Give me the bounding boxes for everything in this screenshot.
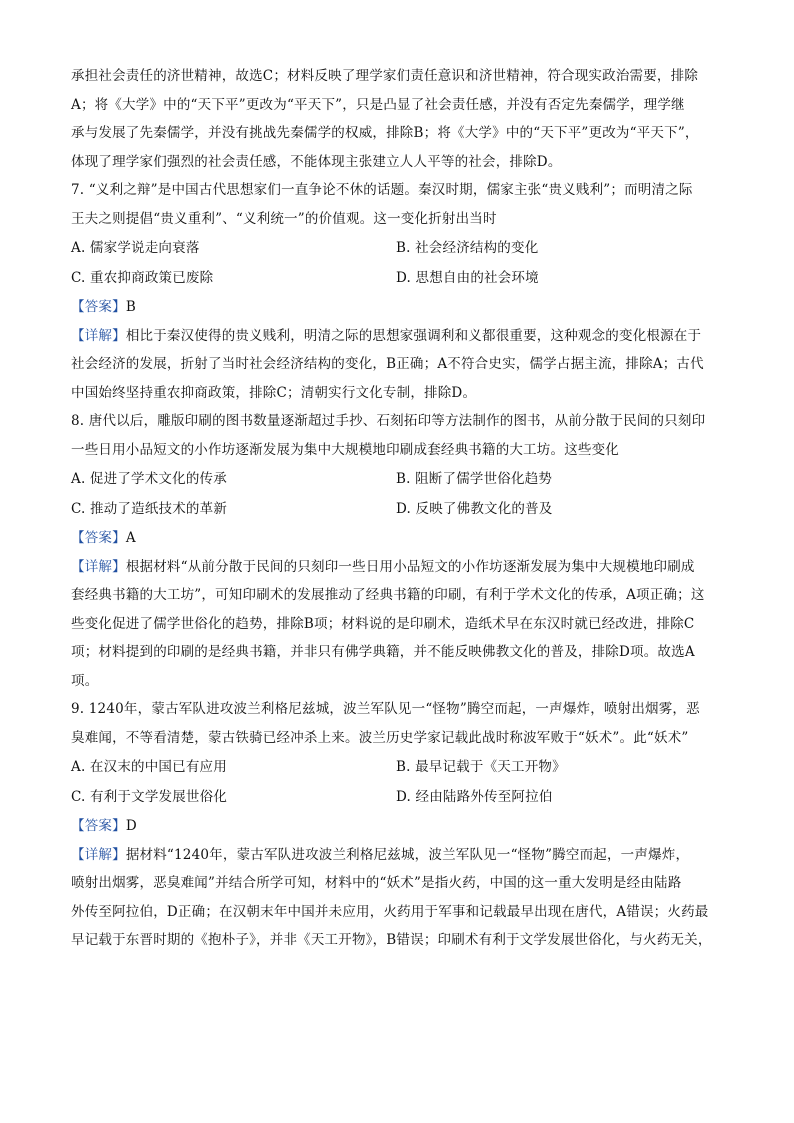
detail-line: 喷射出烟雾，恶臭难闻”并结合所学可知，材料中的“妖术”是指火药，中国的这一重大发明是经由陆路 xyxy=(71,875,682,891)
detail-line: 项。 xyxy=(71,672,99,689)
detail-line xyxy=(71,841,723,870)
answer-value: A xyxy=(125,530,136,546)
detail-line: 套经典书籍的大工坊”，可知印刷术的发展推动了经典书籍的印刷，有利于学术文化的传承，A项正确；这 xyxy=(71,587,705,603)
option-a: A. 促进了学术文化的传承 xyxy=(71,471,227,487)
answer-tag: 【答案】 xyxy=(71,818,126,834)
answer-tag: 【答案】 xyxy=(71,299,126,315)
options-list xyxy=(71,752,723,812)
option-b: B. 社会经济结构的变化 xyxy=(396,240,539,256)
option-b: B. 最早记载于《天工开物》 xyxy=(396,759,566,775)
detail-line: 中国始终坚持重农抑商政策，排除C；清朝实行文化专制，排除D。 xyxy=(71,384,477,401)
text-line: A；将《大学》中的“天下平”更改为“平天下”，只是凸显了社会责任感，并没有否定先秦儒学，理学继 xyxy=(71,96,685,113)
option-c: C. 重农抑商政策已废除 xyxy=(71,270,214,286)
detail-line xyxy=(71,553,723,582)
page-content xyxy=(71,62,723,955)
answer-value: D xyxy=(125,818,137,834)
question-9 xyxy=(71,695,723,955)
text-line: 承担社会责任的济世精神，故选C；材料反映了理学家们责任意识和济世精神，符合现实政治需要，排除 xyxy=(71,68,699,84)
detail-tag: 【详解】 xyxy=(71,327,126,344)
answer-value: B xyxy=(125,299,136,315)
option-d: D. 反映了佛教文化的普及 xyxy=(396,501,553,517)
question-stem-line: 臭难闻，不等看清楚，蒙古铁骑已经冲杀上来。波兰历史学家记载此战时称波军败于“妖术”。此“妖术” xyxy=(71,729,689,746)
option-c: C. 推动了造纸技术的革新 xyxy=(71,501,228,517)
detail-line: 社会经济的发展，折射了当时社会经济结构的变化，B正确；A不符合史实，儒学占据主流，排除A；古代 xyxy=(71,356,704,372)
question-8 xyxy=(71,407,723,695)
options-list xyxy=(71,464,723,524)
question-stem-line: 7. “义利之辩”是中国古代思想家们一直争论不休的话题。秦汉时期，儒家主张“贵义贱利”；而明清之际 xyxy=(71,182,693,198)
detail-line: 外传至阿拉伯，D正确；在汉朝末年中国并未应用，火药用于军事和记载最早出现在唐代，A错误；火药最 xyxy=(71,903,709,920)
option-b: B. 阻断了儒学世俗化趋势 xyxy=(396,471,553,487)
option-d: D. 经由陆路外传至阿拉伯 xyxy=(396,789,553,805)
detail-line: 早记载于东晋时期的《抱朴子》，并非《天工开物》，B错误；印刷术有利于文学发展世俗化，与火药无关， xyxy=(71,932,712,948)
question-7 xyxy=(71,176,723,407)
detail-text: 相比于秦汉使得的贵义贱利，明清之际的思想家强调利和义都很重要，这种观念的变化根源在于 xyxy=(125,327,702,344)
text-line: 体现了理学家们强烈的社会责任感，不能体现主张建立人人平等的社会，排除D。 xyxy=(71,153,562,170)
detail-tag: 【详解】 xyxy=(71,558,126,575)
question-stem-line: 一些日用小品短文的小作坊逐渐发展为集中大规模地印刷成套经典书籍的大工坊。这些变化 xyxy=(71,441,619,458)
answer-line xyxy=(71,293,723,322)
option-a: A. 儒家学说走向衰落 xyxy=(71,240,200,256)
text-line: 承与发展了先秦儒学，并没有挑战先秦儒学的权威，排除B；将《大学》中的“天下平”更改为“平天下”， xyxy=(71,125,699,141)
option-d: D. 思想自由的社会环境 xyxy=(396,270,539,286)
detail-tag: 【详解】 xyxy=(71,846,126,863)
option-a: A. 在汉末的中国已有应用 xyxy=(71,759,227,775)
intro-paragraph xyxy=(71,62,723,176)
question-stem-line: 8. 唐代以后，雕版印刷的图书数量逐渐超过手抄、石刻拓印等方法制作的图书，从前分散于民间的只刻印 xyxy=(71,413,706,429)
options-list xyxy=(71,233,723,293)
option-c: C. 有利于文学发展世俗化 xyxy=(71,789,228,805)
question-stem-line: 王夫之则提倡“贵义重利”、“义利统一”的价值观。这一变化折射出当时 xyxy=(71,210,497,227)
detail-text: 据材料“1240年，蒙古军队进攻波兰利格尼兹城，波兰军队见一“怪物”腾空而起，一声爆炸， xyxy=(125,846,690,863)
answer-line xyxy=(71,812,723,841)
answer-line xyxy=(71,524,723,553)
detail-line: 项；材料提到的印刷的是经典书籍，并非只有佛学典籍，并不能反映佛教文化的普及，排除D项。故选A xyxy=(71,644,695,660)
detail-line: 些变化促进了儒学世俗化的趋势，排除B项；材料说的是印刷术，造纸术早在东汉时就已经改进，排除C xyxy=(71,615,695,632)
detail-line xyxy=(71,322,723,351)
answer-tag: 【答案】 xyxy=(71,530,126,546)
question-stem-line: 9. 1240年，蒙古军队进攻波兰利格尼兹城，波兰军队见一“怪物”腾空而起，一声爆炸，喷射出烟雾，恶 xyxy=(71,701,700,717)
detail-text: 根据材料“从前分散于民间的只刻印一些日用小品短文的小作坊逐渐发展为集中大规模地印刷成 xyxy=(125,558,695,575)
